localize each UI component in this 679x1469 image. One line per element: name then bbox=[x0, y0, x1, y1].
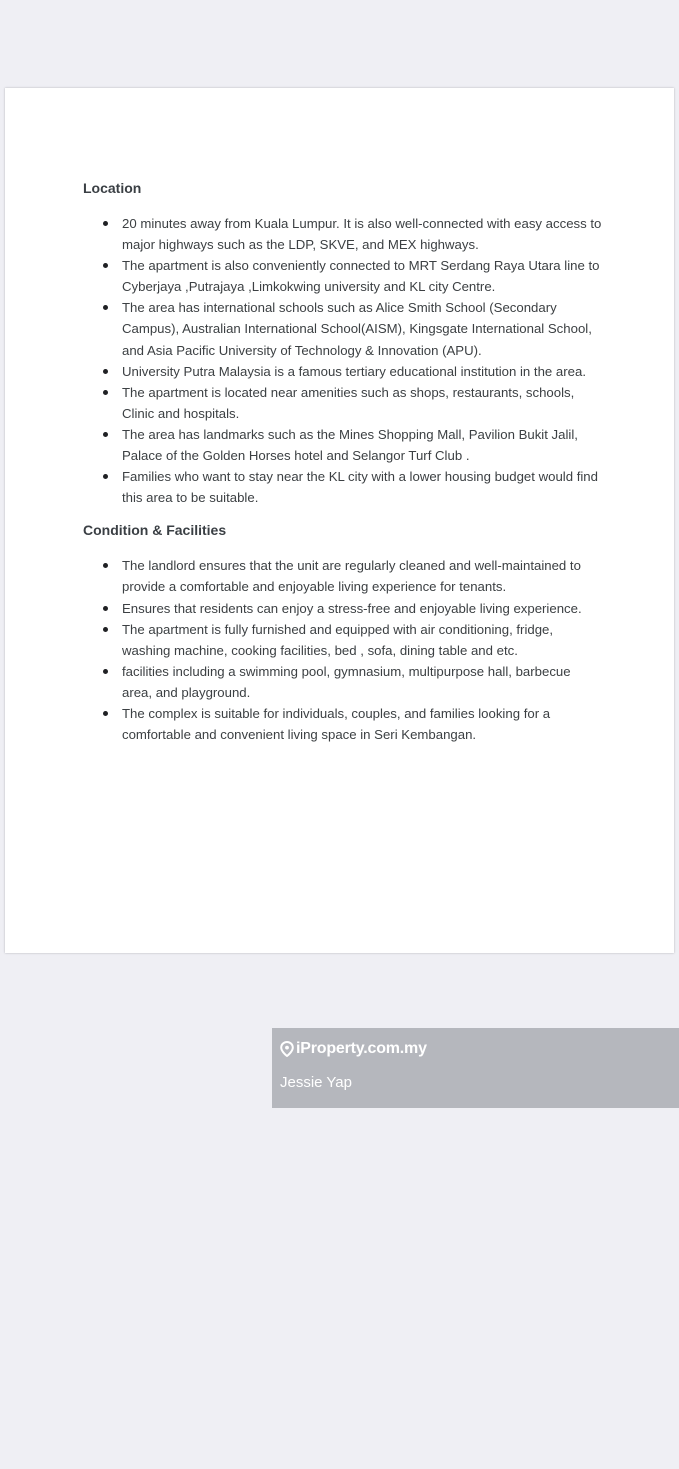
list-item: 20 minutes away from Kuala Lumpur. It is also well-connected with easy access to major highways such as the LDP, SKVE, and MEX highways. bbox=[122, 213, 603, 255]
list-item: The area has international schools such as Alice Smith School (Secondary Campus), Australian International School(AISM), Kingsgate International School, and Asia Pacific University of Technology & Innovation (APU). bbox=[122, 297, 603, 360]
list-item: The area has landmarks such as the Mines Shopping Mall, Pavilion Bukit Jalil, Palace of the Golden Horses hotel and Selangor Turf Club . bbox=[122, 424, 603, 466]
bullet-icon bbox=[103, 369, 108, 374]
list-item: Ensures that residents can enjoy a stress-free and enjoyable living experience. bbox=[122, 598, 603, 619]
list-item: The apartment is also conveniently connected to MRT Serdang Raya Utara line to Cyberjaya ,Putrajaya ,Limkokwing university and KL city Centre. bbox=[122, 255, 603, 297]
watermark-brand bbox=[280, 1040, 427, 1058]
bullet-icon bbox=[103, 627, 108, 632]
bullet-icon bbox=[103, 305, 108, 310]
section-heading-location: Location bbox=[83, 180, 142, 196]
document-page bbox=[5, 88, 674, 953]
document-content bbox=[83, 178, 603, 745]
facilities-list bbox=[83, 555, 603, 745]
bullet-icon bbox=[103, 263, 108, 268]
list-item: The landlord ensures that the unit are regularly cleaned and well-maintained to provide a comfortable and enjoyable living experience for tenants. bbox=[122, 555, 603, 597]
bullet-icon bbox=[103, 474, 108, 479]
location-list bbox=[83, 213, 603, 508]
bullet-icon bbox=[103, 669, 108, 674]
bullet-icon bbox=[103, 432, 108, 437]
section-heading-condition-facilities: Condition & Facilities bbox=[83, 522, 227, 539]
list-item: University Putra Malaysia is a famous tertiary educational institution in the area. bbox=[122, 361, 603, 382]
bullet-icon bbox=[103, 221, 108, 226]
brand-text: iProperty.com.my bbox=[296, 1040, 427, 1057]
agent-name: Jessie Yap bbox=[280, 1074, 352, 1091]
iproperty-watermark bbox=[272, 1028, 679, 1108]
bullet-icon bbox=[103, 563, 108, 568]
bullet-icon bbox=[103, 606, 108, 611]
bullet-icon bbox=[103, 711, 108, 716]
list-item: The apartment is fully furnished and equipped with air conditioning, fridge, washing machine, cooking facilities, bed , sofa, dining table and etc. bbox=[122, 619, 603, 661]
bullet-icon bbox=[103, 390, 108, 395]
list-item: Families who want to stay near the KL city with a lower housing budget would find this area to be suitable. bbox=[122, 466, 603, 508]
list-item: The apartment is located near amenities such as shops, restaurants, schools, Clinic and hospitals. bbox=[122, 382, 603, 424]
list-item: facilities including a swimming pool, gymnasium, multipurpose hall, barbecue area, and playground. bbox=[122, 661, 603, 703]
list-item: The complex is suitable for individuals, couples, and families looking for a comfortable and convenient living space in Seri Kembangan. bbox=[122, 703, 603, 745]
location-pin-icon bbox=[280, 1041, 294, 1057]
